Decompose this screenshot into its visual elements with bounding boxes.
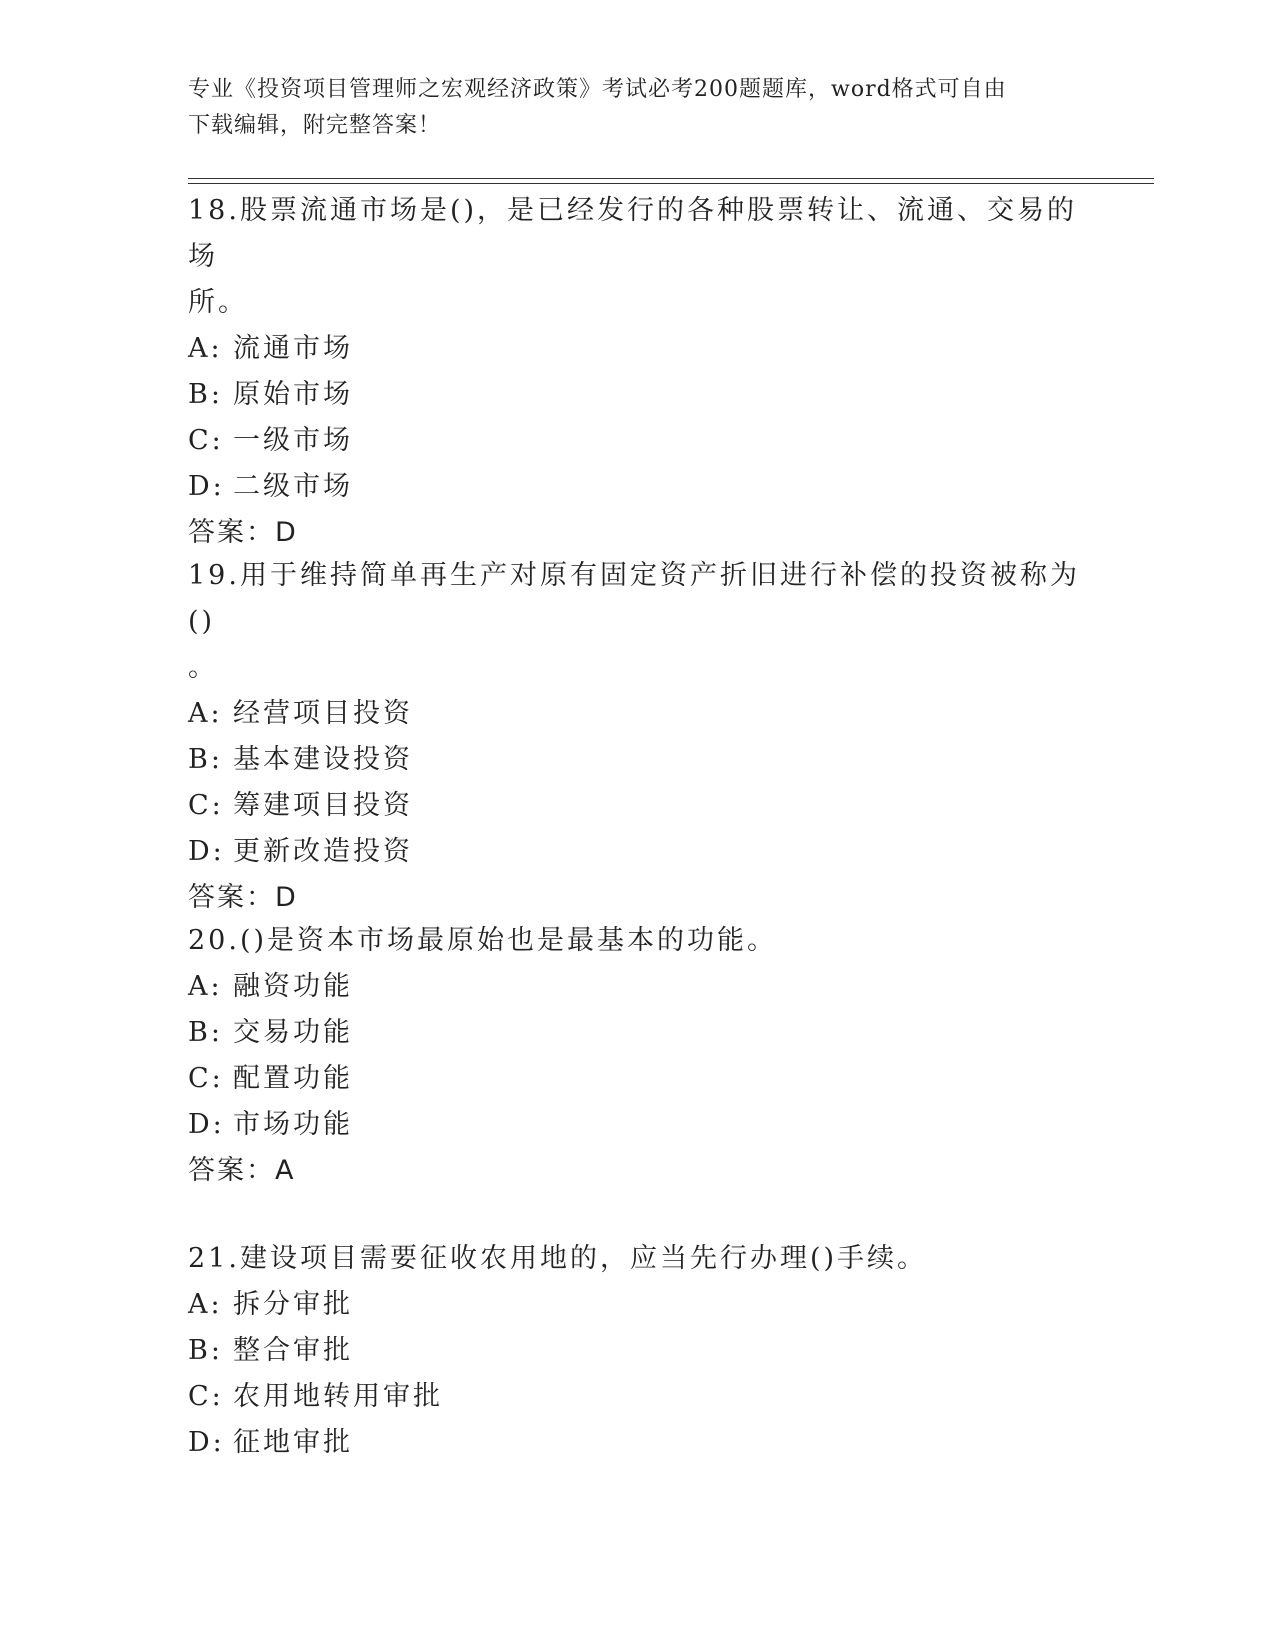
question-19 (188, 553, 1088, 921)
option-letter: A: (188, 1289, 223, 1320)
option-text: 农用地转用审批 (233, 1381, 443, 1412)
option-text: 筹建项目投资 (233, 790, 413, 821)
option-text: 整合审批 (233, 1335, 353, 1366)
header-divider-bottom (188, 183, 1154, 184)
option-text: 一级市场 (233, 425, 353, 456)
option-a (188, 1282, 1088, 1328)
option-text: 基本建设投资 (233, 744, 413, 775)
option-letter: D: (188, 1109, 225, 1140)
option-letter: B: (188, 744, 223, 775)
question-stem-continued: 所。 (188, 287, 248, 318)
question-18 (188, 188, 1088, 556)
question-stem-continued: 。 (188, 652, 218, 683)
option-text: 市场功能 (233, 1109, 353, 1140)
option-letter: C: (188, 425, 224, 456)
option-b (188, 1328, 1088, 1374)
option-c (188, 783, 1088, 829)
option-a (188, 691, 1088, 737)
option-a (188, 326, 1088, 372)
option-text: 二级市场 (233, 471, 353, 502)
option-letter: A: (188, 698, 223, 729)
option-letter: D: (188, 471, 225, 502)
option-text: 原始市场 (233, 379, 353, 410)
option-text: 配置功能 (233, 1063, 353, 1094)
option-b (188, 372, 1088, 418)
option-letter: A: (188, 333, 223, 364)
header-line-2: 下载编辑，附完整答案！ (188, 113, 442, 138)
option-letter: B: (188, 1017, 223, 1048)
question-stem: 20.()是资本市场最原始也是最基本的功能。 (188, 925, 778, 956)
document-header (188, 72, 1088, 144)
question-stem: 21.建设项目需要征收农用地的，应当先行办理()手续。 (188, 1243, 928, 1274)
option-c (188, 1056, 1088, 1102)
option-d (188, 1102, 1088, 1148)
option-text: 交易功能 (233, 1017, 353, 1048)
option-text: 征地审批 (233, 1427, 353, 1458)
option-c (188, 418, 1088, 464)
option-d (188, 464, 1088, 510)
answer-line: 答案：A (188, 1155, 296, 1186)
option-b (188, 1010, 1088, 1056)
option-b (188, 737, 1088, 783)
option-letter: A: (188, 971, 223, 1002)
option-text: 流通市场 (233, 333, 353, 364)
answer-line: 答案：D (188, 517, 298, 548)
option-letter: D: (188, 836, 225, 867)
header-line-1: 专业《投资项目管理师之宏观经济政策》考试必考200题题库，word格式可自由 (188, 77, 1007, 102)
option-letter: C: (188, 1063, 224, 1094)
question-21 (188, 1236, 1088, 1466)
answer-line: 答案：D (188, 882, 298, 913)
option-letter: D: (188, 1427, 225, 1458)
option-text: 融资功能 (233, 971, 353, 1002)
option-d (188, 829, 1088, 875)
header-divider-top (188, 178, 1154, 179)
question-stem: 19.用于维持简单再生产对原有固定资产折旧进行补偿的投资被称为() (188, 560, 1080, 637)
option-c (188, 1374, 1088, 1420)
question-20 (188, 918, 1088, 1194)
option-letter: B: (188, 1335, 223, 1366)
question-stem: 18.股票流通市场是()，是已经发行的各种股票转让、流通、交易的场 (188, 195, 1078, 272)
option-text: 经营项目投资 (233, 698, 413, 729)
option-letter: C: (188, 790, 224, 821)
option-letter: C: (188, 1381, 224, 1412)
option-d (188, 1420, 1088, 1466)
option-text: 更新改造投资 (233, 836, 413, 867)
option-text: 拆分审批 (233, 1289, 353, 1320)
option-a (188, 964, 1088, 1010)
option-letter: B: (188, 379, 223, 410)
